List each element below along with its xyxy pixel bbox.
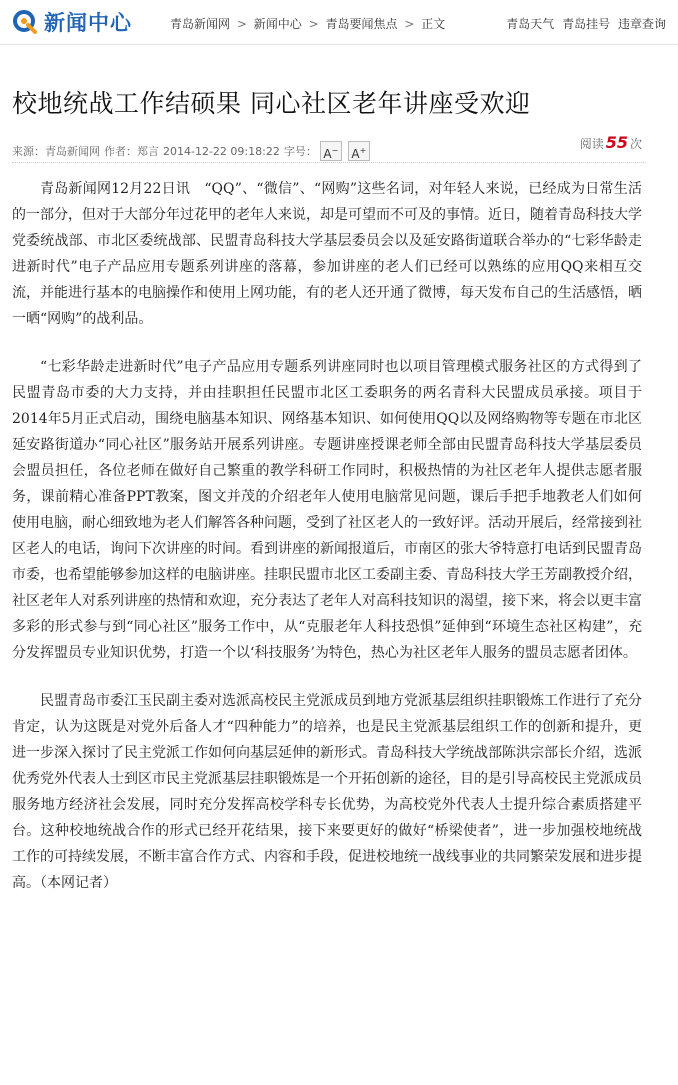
article-title: 校地统战工作结硕果 同心社区老年讲座受欢迎: [12, 89, 531, 118]
read-count-number: 55: [605, 133, 628, 152]
article-paragraph: 青岛新闻网12月22日讯 “QQ”、“微信”、“网购”这些名词，对年轻人来说，已经成为日常生活的一部分，但对于大部分年过花甲的老年人来说，却是可望而不可及的事情。近日，随着青岛科技大学党委统战部、市北区委统战部、民盟青岛科技大学基层委员会以及延安路街道联合举办的“七彩华龄走进新时代”电子产品应用专题系列讲座的落幕，参加讲座的老人们已经可以熟练的应用QQ来相互交流，并能进行基本的电脑操作和使用上网功能，有的老人还开通了微博，每天发布自己的生活感悟，晒一晒“网购”的战利品。: [12, 181, 642, 327]
breadcrumb-item-news-center[interactable]: 新闻中心: [253, 17, 302, 31]
site-logo[interactable]: [12, 8, 132, 36]
font-increase-label: A: [351, 147, 360, 161]
breadcrumb-item-current: 正文: [421, 17, 446, 31]
article-paragraph: “七彩华龄走进新时代”电子产品应用专题系列讲座同时也以项目管理模式服务社区的方式得到了民盟青岛市委的大力支持，并由挂职担任民盟市北区工委职务的两名青科大民盟成员承接。项目于2014年5月正式启动，围绕电脑基本知识、网络基本知识、如何使用QQ以及网络购物等专题在市北区延安路街道办“同心社区”服务站开展系列讲座。专题讲座授课老师全部由民盟青岛科技大学基层委员会盟员担任，各位老师在做好自己繁重的教学科研工作同时，积极热情的为社区老年人提供志愿者服务，课前精心准备PPT教案，图文并茂的介绍老年人使用电脑常见问题，课后手把手地教老人们如何使用电脑，耐心细致地为老人们解答各种问题，受到了社区老人的一致好评。活动开展后，经常接到社区老人的电话，询问下次讲座的时间。看到讲座的新闻报道后，市南区的张大爷特意打电话到民盟青岛市委，也希望能够参加这样的电脑讲座。挂职民盟市北区工委副主委、青岛科技大学王芳副教授介绍，社区老年人对系列讲座的热情和欢迎，充分表达了老年人对高科技知识的渴望，接下来，将会以更丰富多彩的形式参与到“同心社区”服务工作中，从“克服老年人科技恐惧”延伸到“环境生态社区构建”，充分发挥盟员专业知识优势，打造一个以‘科技服务’为特色，热心为社区老年人服务的盟员志愿者团体。: [12, 359, 642, 661]
font-decrease-label: A: [323, 147, 332, 161]
link-registration[interactable]: 青岛挂号: [562, 17, 611, 31]
breadcrumb-separator: >: [308, 17, 319, 31]
breadcrumb-item-home[interactable]: 青岛新闻网: [170, 17, 231, 31]
article-datetime: 2014-12-22 09:18:22: [163, 144, 280, 158]
read-count-suffix: 次: [629, 137, 642, 151]
article-source: 来源：青岛新闻网: [12, 145, 100, 158]
article-body: [12, 176, 642, 918]
breadcrumb-item-qingdao-focus[interactable]: 青岛要闻焦点: [325, 17, 398, 31]
breadcrumb: [170, 15, 445, 32]
logo-icon: [12, 9, 38, 35]
logo-text: 新闻中心: [44, 11, 132, 35]
top-links: [502, 15, 666, 32]
link-weather[interactable]: 青岛天气: [506, 17, 555, 31]
breadcrumb-separator: >: [236, 17, 247, 31]
meta-divider: [12, 162, 644, 163]
link-violation-query[interactable]: 违章查询: [617, 17, 666, 31]
font-increase-button[interactable]: A+: [348, 141, 370, 161]
article-meta: [12, 133, 642, 163]
read-count: [580, 133, 642, 152]
article-author: 作者：郑言: [104, 145, 159, 158]
font-size-label: 字号：: [283, 145, 317, 158]
top-bar: [0, 0, 678, 45]
article-paragraph: 民盟青岛市委江玉民副主委对选派高校民主党派成员到地方党派基层组织挂职锻炼工作进行了充分肯定，认为这既是对党外后备人才“四种能力”的培养，也是民主党派基层组织工作的创新和提升，更进一步深入探讨了民主党派工作如何向基层延伸的新形式。青岛科技大学统战部陈洪宗部长介绍，选派优秀党外代表人士到区市民主党派基层挂职锻炼是一个开拓创新的途径，目的是引导高校民主党派成员服务地方经济社会发展，同时充分发挥高校学科专长优势，为高校党外代表人士提升综合素质搭建平台。这种校地统战合作的形式已经开花结果，接下来要更好的做好“桥梁使者”，进一步加强校地统战工作的可持续发展，不断丰富合作方式、内容和手段，促进校地统一战线事业的共同繁荣发展和进步提高。（本网记者）: [12, 693, 642, 891]
breadcrumb-separator: >: [404, 17, 415, 31]
read-count-prefix: 阅读: [579, 137, 604, 151]
font-decrease-button[interactable]: A−: [320, 141, 342, 161]
